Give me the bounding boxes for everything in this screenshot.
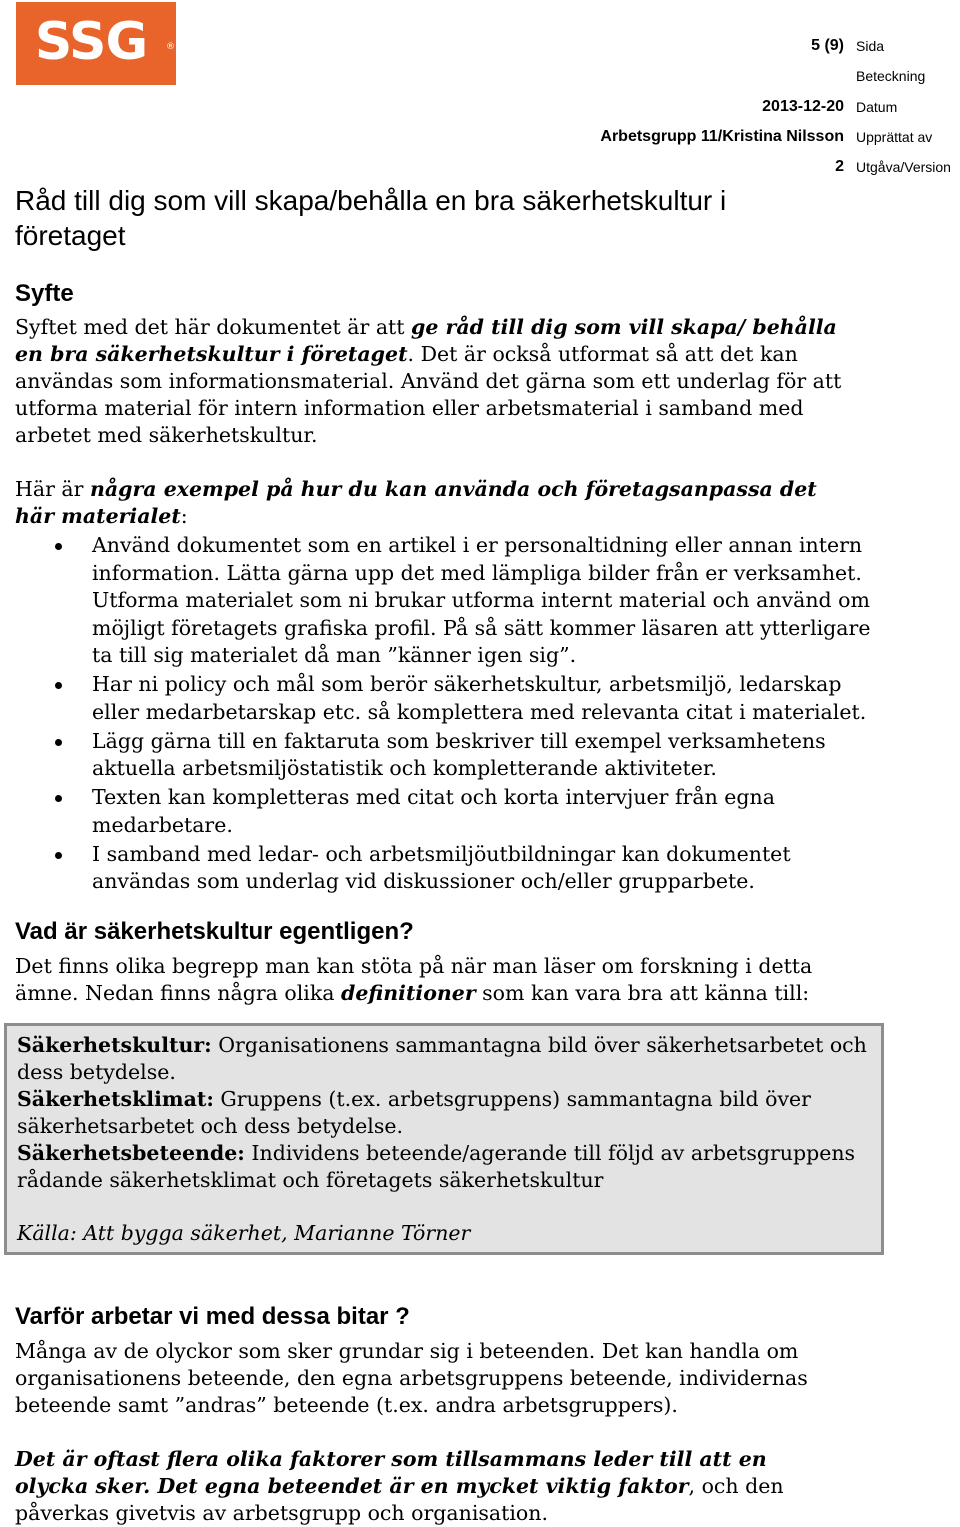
definitions-box xyxy=(4,1023,884,1255)
heading-vad-ar-sakerhetskultur: Vad är säkerhetskultur egentligen? xyxy=(15,918,414,945)
version-value: 2 xyxy=(835,158,844,175)
logo-registered-mark: ® xyxy=(166,42,175,52)
syfte-text-pre: Syftet med det här dokumentet är att xyxy=(15,315,412,339)
heading-varfor: Varför arbetar vi med dessa bitar ? xyxy=(15,1303,410,1330)
syfte-paragraph xyxy=(15,314,855,449)
logo-text: SSG xyxy=(34,12,148,72)
vad-text-pre: Det finns olika begrepp man kan stöta på när man läser om forskning i detta ämne. Nedan finns några olika xyxy=(15,954,813,1005)
source-citation: Källa: Att bygga säkerhet, Marianne Törner xyxy=(17,1221,471,1245)
meta-date-row xyxy=(762,97,960,117)
varfor-paragraph: Många av de olyckor som sker grundar sig i beteenden. Det kan handla om organisationens beteende, den egna arbetsgruppens beteende, individernas beteende samt ”andras” beteende (t.ex. andra arbetsgruppers). xyxy=(15,1339,808,1417)
meta-author-row xyxy=(600,127,960,147)
definition-item xyxy=(17,1086,877,1140)
meta-version-row xyxy=(835,157,960,177)
examples-text-bold: några exempel på hur du kan använda och företagsanpassa det här materialet xyxy=(15,477,817,528)
vad-text-bold: definitioner xyxy=(340,981,476,1005)
list-item xyxy=(15,671,885,726)
list-item-text: Använd dokumentet som en artikel i er personaltidning eller annan intern information. Lätta gärna upp det med lämpliga bilder från er verksamhet. Utforma materialet som ni brukar utforma internt material och använd om möjligt företagets grafiska profil. På så sätt kommer läsaren att ytterligare ta till sig materialet då man ”känner igen sig”. xyxy=(92,533,871,667)
page-number: 5 (9) xyxy=(811,37,844,54)
examples-list xyxy=(15,532,885,897)
syfte-text-post: . Det är också utformat så att det kan användas som informationsmaterial. Använd det gärna som ett underlag för att utforma material för intern information eller arbetsmaterial i samband med arbetet med säkerhetskultur. xyxy=(15,342,842,447)
list-item-text: Lägg gärna till en faktaruta som beskriver till exempel verksamhetens aktuella arbetsmiljöstatistik och kompletterande aktiviteter. xyxy=(92,728,826,780)
definition-term: Säkerhetsklimat: xyxy=(17,1087,214,1111)
definition-item xyxy=(17,1140,877,1194)
definition-text: Individens beteende/agerande till följd av arbetsgruppens rådande säkerhetsklimat och företagets säkerhetskultur xyxy=(17,1141,856,1192)
document-title: Råd till dig som vill skapa/behålla en bra säkerhetskultur i företaget xyxy=(15,185,727,251)
list-item xyxy=(15,841,885,896)
list-item-text: Har ni policy och mål som berör säkerhetskultur, arbetsmiljö, ledarskap eller medarbetarskap etc. så komplettera med relevanta citat i materialet. xyxy=(92,672,867,724)
designation-label: Beteckning xyxy=(856,68,926,84)
conclusion-text-bold: Det är oftast flera olika faktorer som tillsammans leder till att en olycka sker. Det egna beteendet är en mycket viktig faktor xyxy=(15,1447,767,1498)
meta-designation-row xyxy=(844,66,960,86)
author-value: Arbetsgrupp 11/Kristina Nilsson xyxy=(600,128,844,145)
vad-paragraph xyxy=(15,953,845,1007)
version-label: Utgåva/Version xyxy=(856,159,951,175)
examples-text-post: : xyxy=(180,504,188,528)
definition-term: Säkerhetskultur: xyxy=(17,1033,212,1057)
definition-term: Säkerhetsbeteende: xyxy=(17,1141,245,1165)
syfte-text-bold: ge råd till dig som vill skapa/ behålla en bra säkerhetskultur i företaget xyxy=(15,315,837,366)
definition-item xyxy=(17,1032,877,1086)
bullet-icon xyxy=(55,795,62,802)
date-value: 2013-12-20 xyxy=(762,98,844,115)
author-label: Upprättat av xyxy=(856,129,933,145)
list-item-text: Texten kan kompletteras med citat och korta intervjuer från egna medarbetare. xyxy=(92,785,775,837)
list-item xyxy=(15,784,885,839)
bullet-icon xyxy=(55,739,62,746)
list-item xyxy=(15,728,885,783)
date-label: Datum xyxy=(856,99,898,115)
bullet-icon xyxy=(55,543,62,550)
definitions-content xyxy=(17,1032,877,1247)
bullet-icon xyxy=(55,682,62,689)
list-item xyxy=(15,532,885,670)
list-item-text: I samband med ledar- och arbetsmiljöutbildningar kan dokumentet användas som underlag vid diskussioner och/eller grupparbete. xyxy=(92,841,791,893)
varfor-conclusion xyxy=(15,1446,845,1527)
page-label: Sida xyxy=(856,38,885,54)
meta-page-row xyxy=(811,36,960,56)
vad-text-post: som kan vara bra att känna till: xyxy=(475,981,810,1005)
conclusion-text-post: , och den påverkas givetvis av arbetsgrupp och organisation. xyxy=(15,1474,784,1525)
ssg-logo xyxy=(16,2,176,85)
definition-text: Organisationens sammantagna bild över säkerhetsarbetet och dess betydelse. xyxy=(17,1033,867,1084)
heading-syfte: Syfte xyxy=(15,280,74,307)
definition-text: Gruppens (t.ex. arbetsgruppens) sammantagna bild över säkerhetsarbetet och dess betydelse. xyxy=(17,1087,811,1138)
bullet-icon xyxy=(55,852,62,859)
examples-intro xyxy=(15,476,845,530)
examples-text-pre: Här är xyxy=(15,477,90,501)
